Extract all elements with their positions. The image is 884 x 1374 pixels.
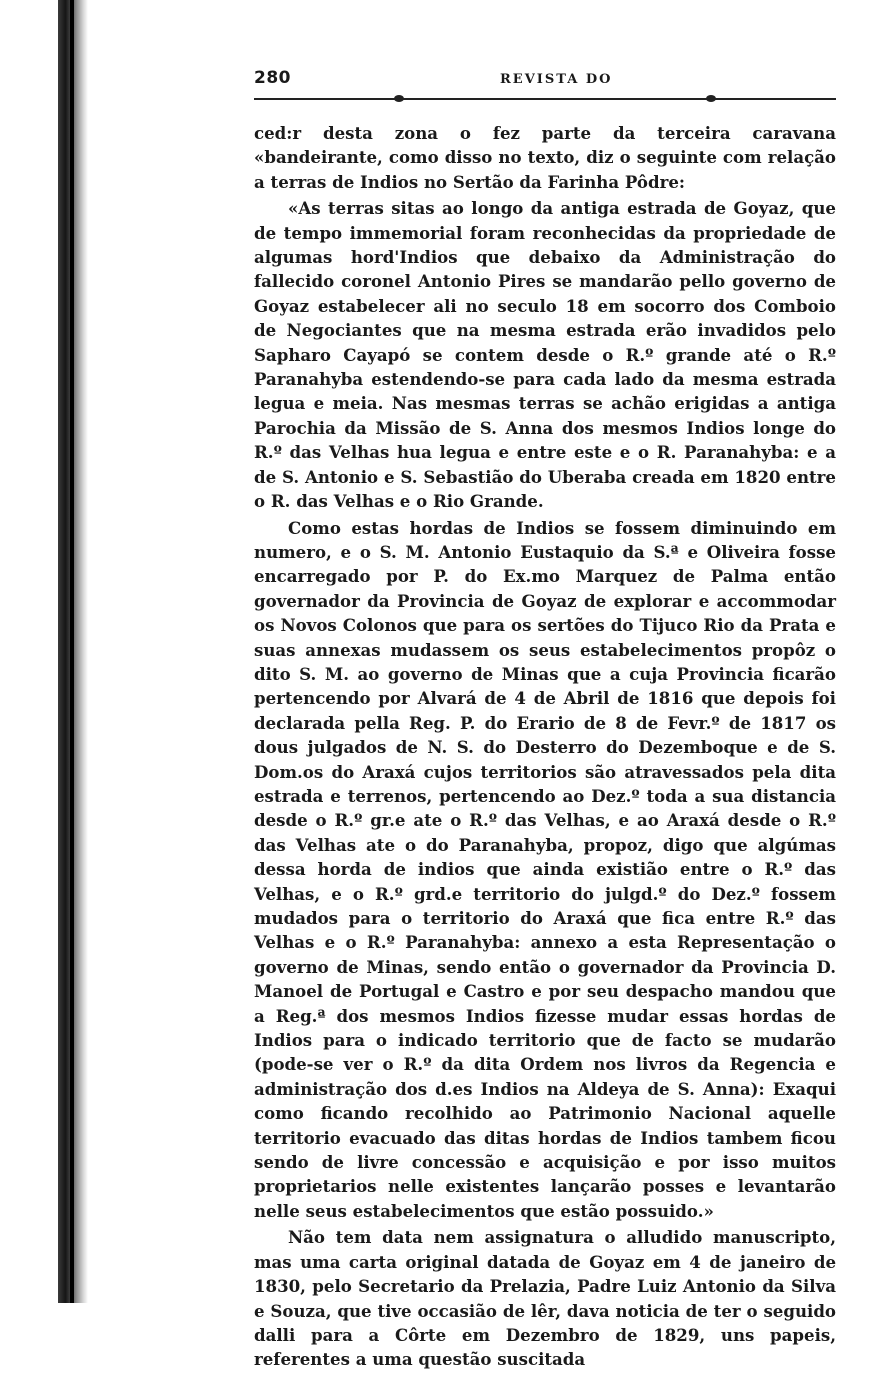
paragraph-manuscripto: Não tem data nem assignatura o alludido manuscripto, mas uma carta original datada de Goyaz em 4 de janeiro de 1830, pelo Secretario da Prelazia, Padre Luiz Antonio da Silva e Souza, que tive occasião de lêr, dava noticia de ter o seguido dalli para a Côrte em Dezembro de 1829, uns papeis, referentes a uma questão suscitada xyxy=(254,1227,836,1370)
header-rule xyxy=(254,98,836,100)
binding-shadow-line xyxy=(70,0,74,1303)
rule-ornament-right xyxy=(706,95,716,102)
body-text xyxy=(254,121,836,1374)
rule-ornament-left xyxy=(394,95,404,102)
paragraph-quote-terras: «As terras sitas ao longo da antiga estrada de Goyaz, que de tempo immemorial foram reconhecidas da propriedade de algumas hord'Indios que debaixo da Administração do fallecido coronel Antonio Pires se mandarão pello governo de Goyaz estabelecer ali no seculo 18 em socorro dos Comboio de Negociantes que na mesma estrada erão invadidos pelo Sapharo Cayapó se contem desde o R.º grande até o R.º Paranahyba estendendo-se para cada lado da mesma estrada legua e meia. Nas mesmas terras se achão erigidas a antiga Parochia da Missão de S. Anna dos mesmos Indios longe do R.º das Velhas hua legua e entre este e o R. Paranahyba: e a de S. Antonio e S. Sebastião do Uberaba creada em 1820 entre o R. das Velhas e o Rio Grande. xyxy=(254,198,836,512)
paragraph-intro: ced:r desta zona o fez parte da terceira caravana «bandeirante, como disso no texto, diz o seguinte com relação a terras de Indios no Sertão da Farinha Pôdre: xyxy=(254,123,836,192)
page-number: 280 xyxy=(254,68,291,88)
page-header xyxy=(254,68,836,94)
paragraph-hordas: Como estas hordas de Indios se fossem diminuindo em numero, e o S. M. Antonio Eustaquio da S.ª e Oliveira fosse encarregado por P. do Ex.mo Marquez de Palma então governador da Provincia de Goyaz de explorar e accommodar os Novos Colonos que para os sertões do Tijuco Rio da Prata e suas annexas mudassem os seus estabelecimentos propôz o dito S. M. ao governo de Minas que a cuja Provincia ficarão pertencendo por Alvará de 4 de Abril de 1816 que depois foi declarada pella Reg. P. do Erario de 8 de Fevr.º de 1817 os dous julgados de N. S. do Desterro do Dezemboque e de S. Dom.os do Araxá cujos territorios são atravessados pela dita estrada e terrenos, pertencendo ao Dez.º toda a sua distancia desde o R.º gr.e ate o R.º das Velhas, e ao Araxá desde o R.º das Velhas ate o do Paranahyba, propoz, digo que algúmas dessa horda de indios que ainda existião entre o R.º das Velhas, e o R.º grd.e territorio do julgd.º do Dez.º fossem mudados para o territorio do Araxá que fica entre R.º das Velhas e o R.º Paranahyba: annexo a esta Representação o governo de Minas, sendo então o governador da Provincia D. Manoel de Portugal e Castro e por seu despacho mandou que a Reg.ª dos mesmos Indios fizesse mudar essas hordas de Indios para o indicado territorio que de facto se mudarão (pode-se ver o R.º da dita Ordem nos livros da Regencia e administração dos d.es Indios na Aldeya de S. Anna): Exaqui como ficando recolhido ao Patrimonio Nacional aquelle territorio evacuado das ditas hordas de Indios tambem ficou sendo de livre concessão e acquisição e por isso muitos proprietarios nelle existentes lançarão posses e levantarão nelle seus estabelecimentos que estão possuido.» xyxy=(254,517,836,1221)
running-title: REVISTA DO xyxy=(500,72,613,87)
